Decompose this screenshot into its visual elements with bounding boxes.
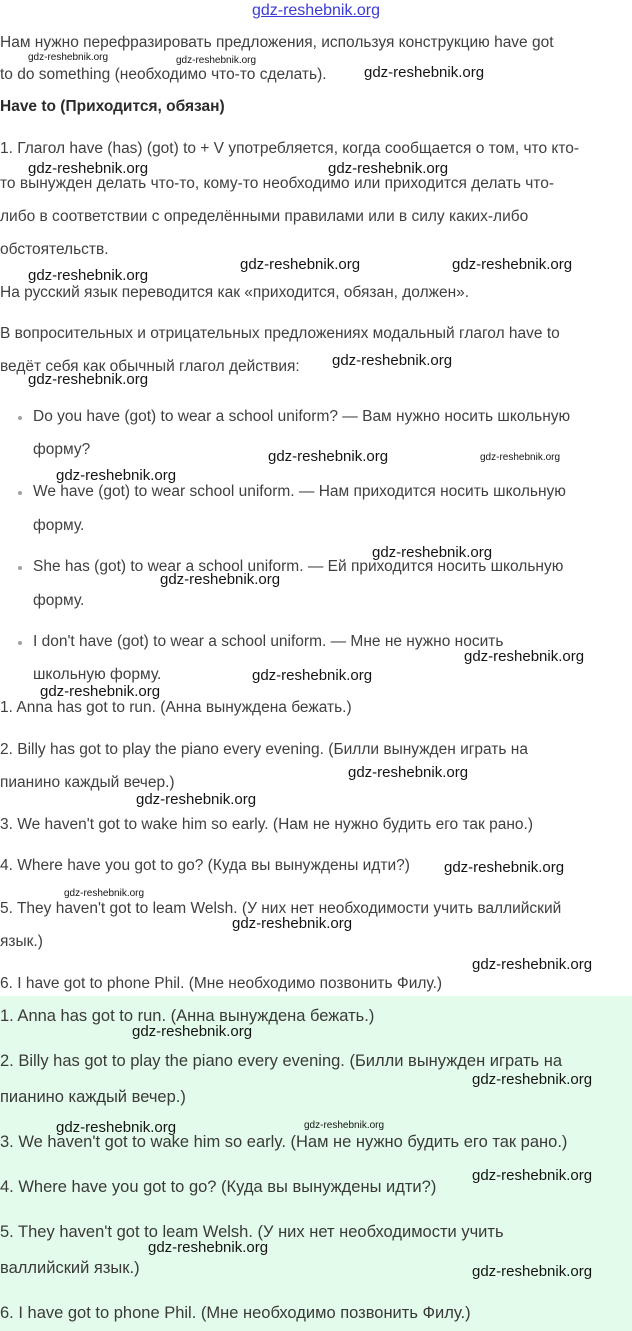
- watermark: gdz-reshebnik.org: [472, 1263, 593, 1280]
- watermark: gdz-reshebnik.org: [28, 160, 149, 177]
- watermark: gdz-reshebnik.org: [304, 1120, 385, 1131]
- answer-panel: [0, 996, 632, 1331]
- answer-4: 4. Where have you got to go? (Куда вы вынуждены идти?): [0, 1178, 437, 1196]
- watermark: gdz-reshebnik.org: [444, 859, 565, 876]
- rule-p3-line-2: ведёт себя как обычный глагол действия:: [0, 358, 300, 375]
- sentence-3: 3. We haven't got to wake him so early. (Нам не нужно будить его так рано.): [0, 816, 534, 833]
- example-2-line-1: We have (got) to wear school uniform. — Нам приходится носить школьную: [33, 483, 566, 500]
- sentence-4: 4. Where have you got to go? (Куда вы вынуждены идти?): [0, 857, 410, 874]
- sentence-5-line-1: 5. They haven't got to leam Welsh. (У них нет необходимости учить валлийский: [0, 900, 562, 917]
- sentence-2-line-1: 2. Billy has got to play the piano every evening. (Билли вынужден играть на: [0, 741, 528, 758]
- bullet-dot: [18, 491, 22, 495]
- rule-heading: Have to (Приходится, обязан): [0, 98, 225, 115]
- watermark: gdz-reshebnik.org: [64, 888, 145, 899]
- rule-p1-line-4: обстоятельств.: [0, 241, 109, 258]
- watermark: gdz-reshebnik.org: [472, 956, 593, 973]
- bullet-dot: [18, 566, 22, 570]
- watermark: gdz-reshebnik.org: [56, 467, 177, 484]
- example-4-line-1: I don't have (got) to wear a school uniform. — Мне не нужно носить: [33, 633, 504, 650]
- watermark: gdz-reshebnik.org: [480, 452, 561, 463]
- watermark-link[interactable]: gdz-reshebnik.org: [251, 2, 381, 19]
- watermark: gdz-reshebnik.org: [328, 160, 449, 177]
- answer-2-line-2: пианино каждый вечер.): [0, 1088, 186, 1106]
- example-3-line-1: She has (got) to wear a school uniform. — Ей приходится носить школьную: [33, 558, 564, 575]
- rule-p3-line-1: В вопросительных и отрицательных предложениях модальный глагол have to: [0, 325, 560, 342]
- watermark: gdz-reshebnik.org: [40, 683, 161, 700]
- watermark: gdz-reshebnik.org: [332, 352, 453, 369]
- sentence-5-line-2: язык.): [0, 933, 43, 950]
- sentence-2-line-2: пианино каждый вечер.): [0, 774, 175, 791]
- watermark: gdz-reshebnik.org: [232, 915, 353, 932]
- intro-line-1: Нам нужно перефразировать предложения, используя конструкцию have got: [0, 34, 554, 51]
- watermark: gdz-reshebnik.org: [268, 448, 389, 465]
- watermark: gdz-reshebnik.org: [56, 1119, 177, 1136]
- sentence-1: 1. Anna has got to run. (Анна вынуждена бежать.): [0, 699, 352, 716]
- watermark: gdz-reshebnik.org: [364, 64, 485, 81]
- bullet-dot: [18, 416, 22, 420]
- watermark: gdz-reshebnik.org: [372, 544, 493, 561]
- example-3-line-2: форму.: [33, 592, 85, 609]
- intro-line-2: to do something (необходимо что-то сделать).: [0, 66, 327, 83]
- watermark: gdz-reshebnik.org: [136, 791, 257, 808]
- watermark: gdz-reshebnik.org: [348, 764, 469, 781]
- rule-p2: На русский язык переводится как «приходится, обязан, должен».: [0, 284, 470, 301]
- answer-3: 3. We haven't got to wake him so early. (Нам не нужно будить его так рано.): [0, 1133, 568, 1151]
- watermark: gdz-reshebnik.org: [176, 55, 257, 66]
- answer-1: 1. Anna has got to run. (Анна вынуждена бежать.): [0, 1007, 375, 1025]
- example-4-line-2: школьную форму.: [33, 666, 162, 683]
- answer-2-line-1: 2. Billy has got to play the piano every evening. (Билли вынужден играть на: [0, 1052, 563, 1070]
- watermark: gdz-reshebnik.org: [452, 256, 573, 273]
- watermark: gdz-reshebnik.org: [252, 667, 373, 684]
- watermark: gdz-reshebnik.org: [28, 371, 149, 388]
- answer-6: 6. I have got to phone Phil. (Мне необходимо позвонить Филу.): [0, 1304, 471, 1322]
- watermark: gdz-reshebnik.org: [148, 1239, 269, 1256]
- watermark: gdz-reshebnik.org: [28, 52, 109, 63]
- rule-p1-line-3: либо в соответствии с определёнными правилами или в силу каких-либо: [0, 208, 529, 225]
- sentence-6: 6. I have got to phone Phil. (Мне необходимо позвонить Филу.): [0, 975, 443, 992]
- watermark: gdz-reshebnik.org: [28, 267, 149, 284]
- example-2-line-2: форму.: [33, 517, 85, 534]
- rule-p1-line-1: 1. Глагол have (has) (got) to + V употребляется, когда сообщается о том, что кто-: [0, 140, 580, 157]
- example-1-line-2: форму?: [33, 441, 91, 458]
- watermark: gdz-reshebnik.org: [464, 648, 585, 665]
- watermark: gdz-reshebnik.org: [472, 1167, 593, 1184]
- watermark: gdz-reshebnik.org: [240, 256, 361, 273]
- watermark: gdz-reshebnik.org: [132, 1023, 253, 1040]
- watermark: gdz-reshebnik.org: [472, 1071, 593, 1088]
- watermark: gdz-reshebnik.org: [160, 571, 281, 588]
- bullet-dot: [18, 641, 22, 645]
- rule-p1-line-2: то вынужден делать что-то, кому-то необходимо или приходится делать что-: [0, 175, 554, 192]
- example-1-line-1: Do you have (got) to wear a school uniform? — Вам нужно носить школьную: [33, 408, 571, 425]
- answer-5-line-2: валлийский язык.): [0, 1259, 140, 1277]
- answer-5-line-1: 5. They haven't got to leam Welsh. (У них нет необходимости учить: [0, 1223, 504, 1241]
